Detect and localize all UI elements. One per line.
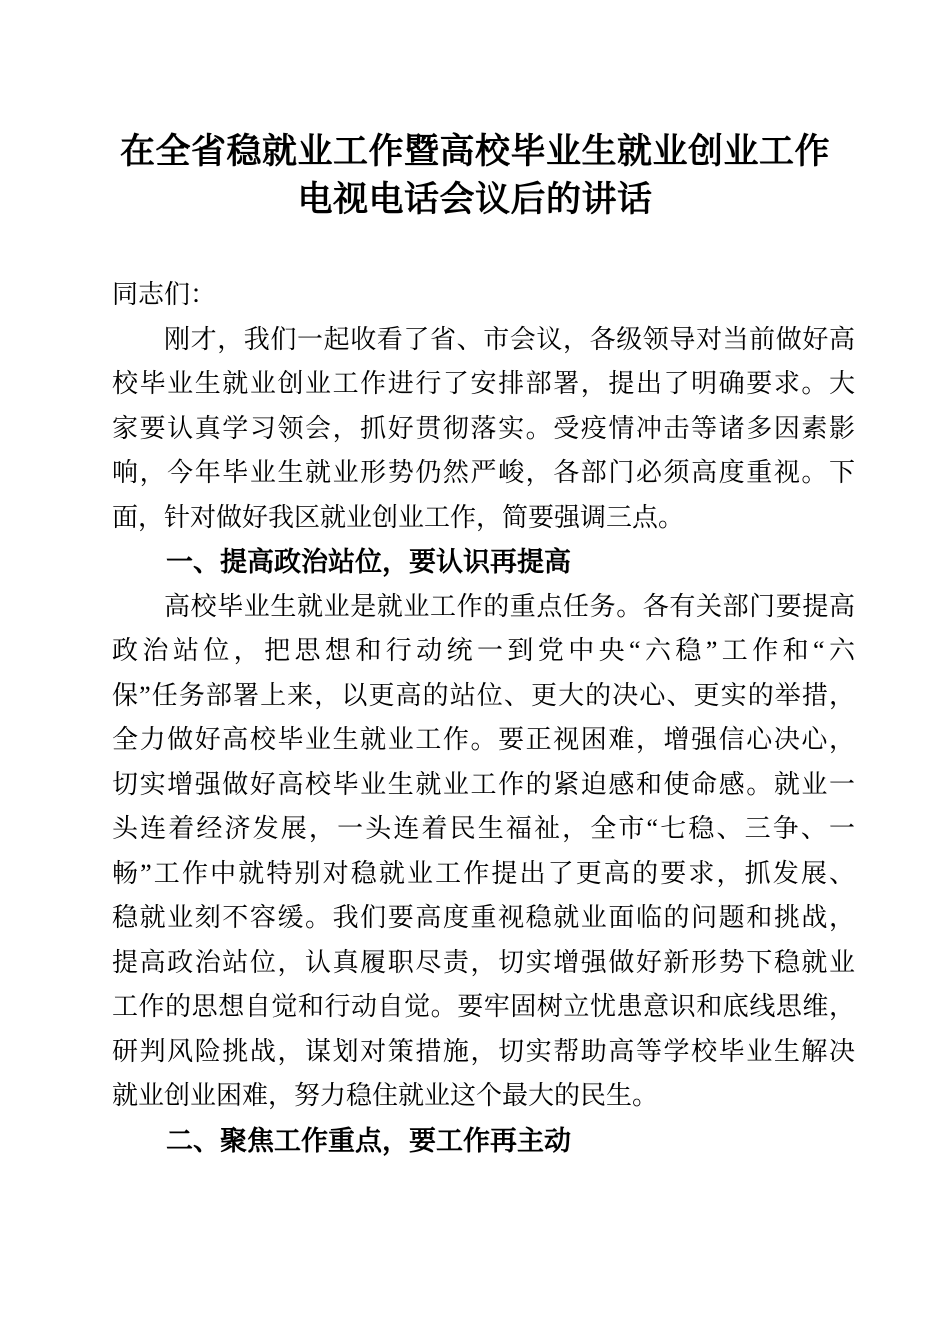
paragraph2-line: 就业创业困难，努力稳住就业这个最大的民生。 xyxy=(112,1081,659,1110)
paragraph2-line: 高校毕业生就业是就业工作的重点任务。各有关部门要提高 xyxy=(164,591,855,621)
section-heading-1: 一、提高政治站位，要认识再提高 xyxy=(166,547,571,577)
paragraph2-line: 保”任务部署上来，以更高的站位、更大的决心、更实的举措， xyxy=(112,680,855,710)
paragraph1-line: 家要认真学习领会，抓好贯彻落实。受疫情冲击等诸多因素影 xyxy=(112,413,855,443)
doc-body xyxy=(112,273,855,1163)
paragraph1-line: 校毕业生就业创业工作进行了安排部署，提出了明确要求。大 xyxy=(112,369,855,398)
paragraph2-line: 政治站位，把思想和行动统一到党中央“六稳”工作和“六 xyxy=(112,636,855,665)
title-line-2: 电视电话会议后的讲话 xyxy=(297,180,653,219)
paragraph2-line: 稳就业刻不容缓。我们要高度重视稳就业面临的问题和挑战， xyxy=(112,903,855,932)
paragraph2-line: 切实增强做好高校毕业生就业工作的紧迫感和使命感。就业一 xyxy=(112,769,855,799)
paragraph2-line: 畅”工作中就特别对稳就业工作提出了更高的要求，抓发展、 xyxy=(112,858,855,888)
paragraph2-line: 工作的思想自觉和行动自觉。要牢固树立忧患意识和底线思维， xyxy=(112,992,855,1021)
paragraph1-line: 响，今年毕业生就业形势仍然严峻，各部门必须高度重视。下 xyxy=(112,458,855,487)
section-heading-2: 二、聚焦工作重点，要工作再主动 xyxy=(166,1125,571,1156)
paragraph2-line: 全力做好高校毕业生就业工作。要正视困难，增强信心决心， xyxy=(112,725,855,754)
paragraph2-line: 研判风险挑战，谋划对策措施，切实帮助高等学校毕业生解决 xyxy=(112,1036,855,1066)
doc-title xyxy=(55,128,895,224)
title-line-1: 在全省稳就业工作暨高校毕业生就业创业工作 xyxy=(119,132,830,171)
paragraph1-line: 刚才，我们一起收看了省、市会议，各级领导对当前做好高 xyxy=(164,324,855,354)
paragraph2-line: 头连着经济发展，一头连着民生福祉，全市“七稳、三争、一 xyxy=(112,814,855,843)
paragraph2-line: 提高政治站位，认真履职尽责，切实增强做好新形势下稳就业 xyxy=(112,947,855,977)
paragraph1-line: 面，针对做好我区就业创业工作，简要强调三点。 xyxy=(112,502,685,532)
salutation: 同志们： xyxy=(112,280,217,309)
